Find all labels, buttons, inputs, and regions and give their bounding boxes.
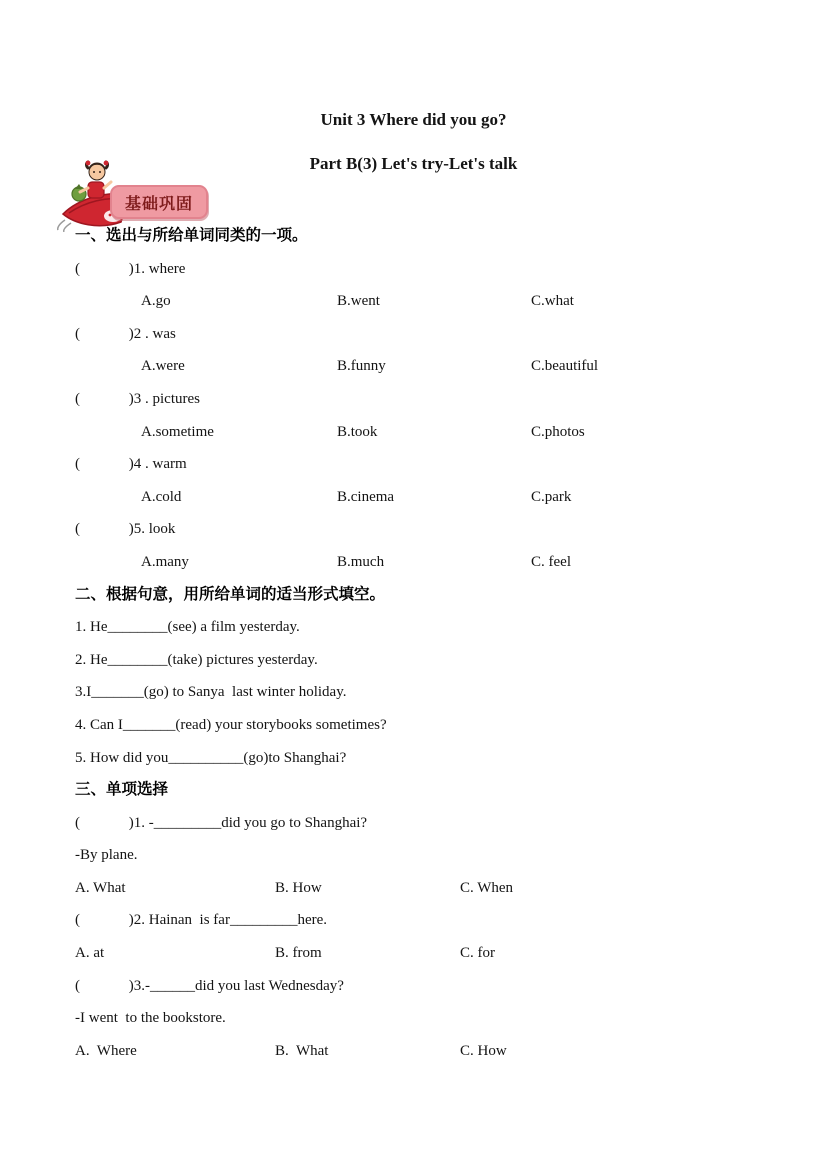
question-stem: ( )5. look: [75, 521, 176, 538]
option-a: A. at: [75, 945, 105, 962]
page-title: Unit 3 Where did you go?: [320, 110, 507, 129]
option-c: C. How: [460, 1042, 507, 1059]
option-c: C. feel: [531, 553, 571, 570]
fill-blank-item: 2. He________(take) pictures yesterday.: [75, 651, 318, 668]
options-row: [75, 937, 797, 970]
option-c: C. When: [460, 879, 514, 896]
options-row: [75, 416, 797, 449]
question-stem: ( )1. -_________did you go to Shanghai?: [75, 814, 368, 831]
option-a: A.cold: [141, 488, 182, 505]
worksheet-body: [75, 220, 797, 1067]
fill-blank-item: 3.I_______(go) to Sanya last winter holiday.: [75, 684, 347, 701]
option-b: B. from: [275, 945, 322, 962]
options-row: [75, 546, 797, 579]
page-subtitle: Part B(3) Let's try-Let's talk: [309, 154, 518, 173]
fill-blank-item: 4. Can I_______(read) your storybooks sometimes?: [75, 716, 387, 733]
option-b: B.went: [337, 293, 380, 310]
option-b: B.much: [337, 553, 385, 570]
option-a: A. Where: [75, 1042, 137, 1059]
section2-heading: 二、根据句意，用所给单词的适当形式填空。: [75, 585, 386, 603]
option-c: C.beautiful: [531, 358, 599, 375]
option-c: C. for: [460, 945, 495, 962]
question-stem: ( )4 . warm: [75, 456, 187, 473]
section1-heading: 一、选出与所给单词同类的一项。: [75, 227, 308, 244]
option-c: C.photos: [531, 423, 585, 440]
options-row: [75, 1035, 797, 1068]
fill-blank-item: 1. He________(see) a film yesterday.: [75, 619, 300, 636]
option-b: B.cinema: [337, 488, 395, 505]
question-stem: ( )2 . was: [75, 325, 176, 342]
option-a: A. What: [75, 879, 126, 896]
option-b: B.took: [337, 423, 378, 440]
options-row: [75, 350, 797, 383]
option-a: A.many: [141, 553, 189, 570]
option-a: A.sometime: [141, 423, 214, 440]
question-stem: ( )3.-______did you last Wednesday?: [75, 977, 344, 994]
option-b: B.funny: [337, 358, 386, 375]
answer-line: -By plane.: [75, 847, 138, 864]
question-stem: ( )3 . pictures: [75, 390, 200, 407]
option-b: B. What: [275, 1042, 329, 1059]
question-stem: ( )1. where: [75, 260, 186, 277]
section-badge: 基础巩固: [110, 185, 208, 219]
options-row: [75, 285, 797, 318]
options-row: [75, 481, 797, 514]
option-a: A.go: [141, 293, 171, 310]
option-c: C.park: [531, 488, 572, 505]
fill-blank-item: 5. How did you__________(go)to Shanghai?: [75, 749, 347, 766]
options-row: [75, 872, 797, 905]
answer-line: -I went to the bookstore.: [75, 1010, 226, 1027]
option-a: A.were: [141, 358, 185, 375]
section3-heading: 三、单项选择: [75, 781, 169, 799]
option-b: B. How: [275, 879, 322, 896]
question-stem: ( )2. Hainan is far_________here.: [75, 912, 328, 929]
option-c: C.what: [531, 293, 574, 310]
